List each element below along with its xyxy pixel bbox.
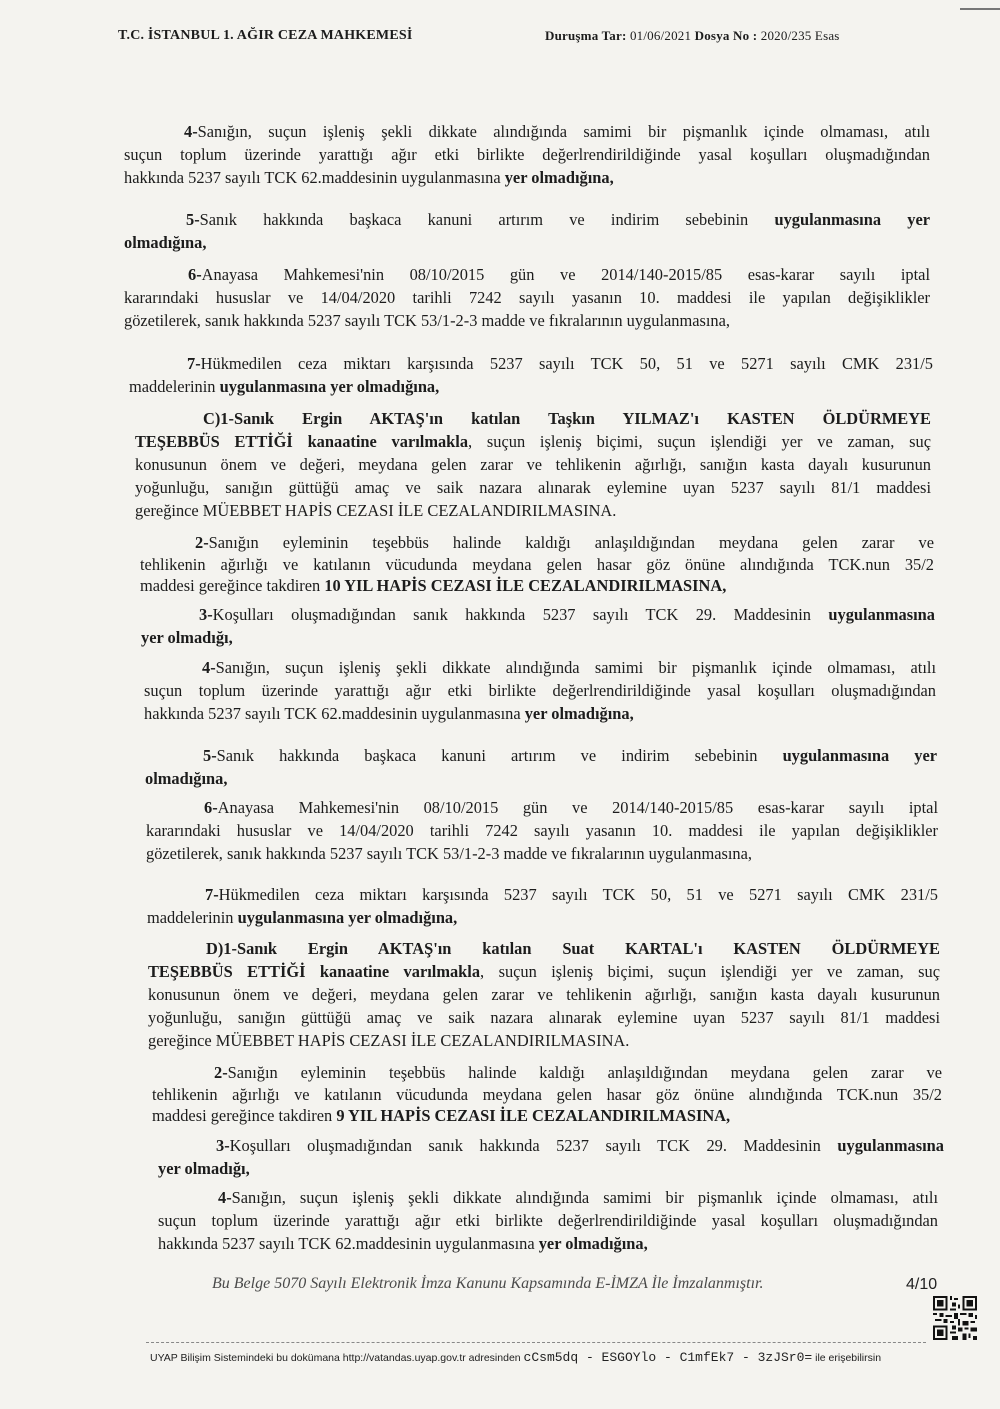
paragraph-d4: 4-Sanığın, suçun işleniş şekli dikkate alındığında samimi bir pişmanlık içinde olmaması, atılı suçun toplum üzerinde yarattığı ağır etki birlikte değerlrendirildiğinde yasal koşulları oluşmadığından hakkında 5237 sayılı TCK 62.maddesinin uygulanmasına yer olmadığına, [158,1188,938,1253]
paragraph-c6: 6-Anayasa Mahkemesi'nin 08/10/2015 gün ve 2014/140-2015/85 esas-karar sayılı iptal kararındaki hususlar ve 14/04/2020 tarihli 7242 sayılı yasanın 10. maddesi ile yapılan değişiklikler gözetilerek, sanık hakkında 5237 sayılı TCK 53/1-2-3 madde ve fıkralarının uygulanmasına, [146,798,938,863]
uyap-prefix: UYAP Bilişim Sistemindeki bu dokümana http://vatandas.uyap.gov.tr adresinden [150,1352,521,1364]
paragraph-d2: 2-Sanığın eyleminin teşebbüs halinde kaldığı anlaşıldığından meydana gelen zarar ve tehlikenin ağırlığı ve katılanın vücudunda meydana gelen hasar göz önüne alındığında TCK.nun 35/2 maddesi gereğince takdiren 9 YIL HAPİS CEZASI İLE CEZALANDIRILMASINA, [152,1063,942,1125]
corner-mark [960,0,1000,10]
paragraph-c4: 4-Sanığın, suçun işleniş şekli dikkate alındığında samimi bir pişmanlık içinde olmaması, atılı suçun toplum üzerinde yarattığı ağır etki birlikte değerlrendirildiğinde yasal koşulları oluşmadığından hakkında 5237 sayılı TCK 62.maddesinin uygulanmasına yer olmadığına, [144,658,936,723]
footer-divider [146,1342,926,1343]
e-signature-note: Bu Belge 5070 Sayılı Elektronik İmza Kanunu Kapsamında E-İMZA İle İmzalanmıştır. [212,1275,764,1292]
hearing-date: 01/06/2021 [629,28,692,43]
uyap-access-code: cCsm5dq - ESGOYlo - C1mfEk7 - 3zJSr0= [523,1350,813,1365]
uyap-suffix: ile erişebilirsin [815,1352,882,1364]
paragraph-d3: 3-Koşulları oluşmadığından sanık hakkında 5237 sayılı TCK 29. Maddesinin uygulanmasına yer olmadığı, [158,1136,944,1178]
page-number: 4/10 [906,1276,938,1293]
paragraph-c1: C)1-Sanık Ergin AKTAŞ'ın katılan Taşkın YILMAZ'ı KASTEN ÖLDÜRMEYE TEŞEBBÜS ETTİĞİ kanaatine varılmakla, suçun işleniş biçimi, suçun işlendiği yer ve zaman, suç konusunun önem ve değeri, meydana gelen zarar ve tehlikenin ağırlığı, sanığın kasta dayalı kusurunun yoğunluğu, sanığın güttüğü amaç ve saik nazara alınarak eylemine uyan 5237 sayılı 81/1 maddesi gereğince MÜEBBET HAPİS CEZASI İLE CEZALANDIRILMASINA. [135,409,931,520]
qr-code [933,1296,977,1340]
paragraph-b4: 4-Sanığın, suçun işleniş şekli dikkate alındığında samimi bir pişmanlık içinde olmaması, atılı suçun toplum üzerinde yarattığı ağır etki birlikte değerlrendirildiğinde yasal koşulları oluşmadığından hakkında 5237 sayılı TCK 62.maddesinin uygulanmasına yer olmadığına, [124,122,930,187]
court-name: T.C. İSTANBUL 1. AĞIR CEZA MAHKEMESİ [118,28,413,43]
case-meta [545,28,840,44]
paragraph-b7: 7-Hükmedilen ceza miktarı karşısında 5237 sayılı TCK 50, 51 ve 5271 sayılı CMK 231/5 maddelerinin uygulanmasına yer olmadığına, [129,354,933,396]
paragraph-b5: 5-Sanık hakkında başkaca kanuni artırım ve indirim sebebinin uygulanmasına yer olmadığına, [124,210,930,252]
paragraph-c7: 7-Hükmedilen ceza miktarı karşısında 5237 sayılı TCK 50, 51 ve 5271 sayılı CMK 231/5 maddelerinin uygulanmasına yer olmadığına, [147,885,938,927]
uyap-access-line [150,1350,881,1365]
hearing-label: Duruşma Tar: [545,28,627,43]
paragraph-c5: 5-Sanık hakkında başkaca kanuni artırım ve indirim sebebinin uygulanmasına yer olmadığına, [145,746,937,788]
paragraph-c2: 2-Sanığın eyleminin teşebbüs halinde kaldığı anlaşıldığından meydana gelen zarar ve tehlikenin ağırlığı ve katılanın vücudunda meydana gelen hasar göz önüne alındığında TCK.nun 35/2 maddesi gereğince takdiren 10 YIL HAPİS CEZASI İLE CEZALANDIRILMASINA, [140,533,934,595]
paragraph-d1: D)1-Sanık Ergin AKTAŞ'ın katılan Suat KARTAL'ı KASTEN ÖLDÜRMEYE TEŞEBBÜS ETTİĞİ kanaatine varılmakla, suçun işleniş biçimi, suçun işlendiği yer ve zaman, suç konusunun önem ve değeri, meydana gelen zarar ve tehlikenin ağırlığı, sanığın kasta dayalı kusurunun yoğunluğu, sanığın güttüğü amaç ve saik nazara alınarak eylemine uyan 5237 sayılı 81/1 maddesi gereğince MÜEBBET HAPİS CEZASI İLE CEZALANDIRILMASINA. [148,939,940,1050]
paragraph-b6: 6-Anayasa Mahkemesi'nin 08/10/2015 gün ve 2014/140-2015/85 esas-karar sayılı iptal kararındaki hususlar ve 14/04/2020 tarihli 7242 sayılı yasanın 10. maddesi ile yapılan değişiklikler gözetilerek, sanık hakkında 5237 sayılı TCK 53/1-2-3 madde ve fıkralarının uygulanmasına, [124,265,930,330]
file-label: Dosya No : [694,28,758,43]
file-no: 2020/235 Esas [760,28,840,43]
paragraph-c3: 3-Koşulları oluşmadığından sanık hakkında 5237 sayılı TCK 29. Maddesinin uygulanmasına yer olmadığı, [141,605,935,647]
